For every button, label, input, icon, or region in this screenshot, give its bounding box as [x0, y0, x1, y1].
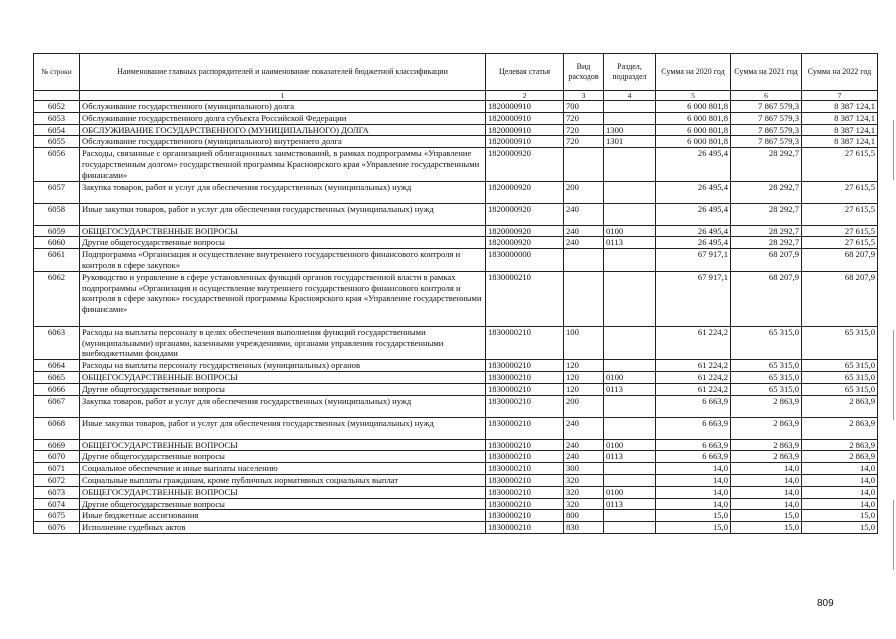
- table-row: [34, 101, 878, 113]
- sum-2020: 14,0: [656, 498, 731, 510]
- row-number: 6069: [34, 439, 80, 451]
- row-name: ОБСЛУЖИВАНИЕ ГОСУДАРСТВЕННОГО (МУНИЦИПАЛЬНОГО) ДОЛГА: [80, 124, 486, 136]
- table-row: [34, 181, 878, 203]
- table-row: [34, 510, 878, 522]
- sum-2021: 28 292,7: [731, 225, 802, 237]
- row-number: 6055: [34, 136, 80, 148]
- table-row: [34, 498, 878, 510]
- sum-2022: 27 615,5: [802, 225, 878, 237]
- sum-2022: 8 387 124,1: [802, 112, 878, 124]
- row-name: Закупка товаров, работ и услуг для обеспечения государственных (муниципальных) нужд: [80, 395, 486, 417]
- target-article: 1830000210: [486, 360, 564, 372]
- expense-type: [564, 249, 604, 272]
- sum-2020: 15,0: [656, 522, 731, 534]
- table-row: [34, 124, 878, 136]
- table-row: [34, 451, 878, 463]
- target-article: 1820000910: [486, 124, 564, 136]
- target-article: 1820000910: [486, 112, 564, 124]
- section-code: [604, 112, 656, 124]
- sum-2020: 14,0: [656, 474, 731, 486]
- row-number: 6052: [34, 101, 80, 113]
- sum-2021: 68 207,9: [731, 249, 802, 272]
- header-target-article: Целевая статья: [486, 54, 564, 91]
- target-article: 1820000910: [486, 136, 564, 148]
- section-code: [604, 249, 656, 272]
- expense-type: 100: [564, 326, 604, 359]
- section-code: [604, 417, 656, 439]
- target-article: 1830000210: [486, 383, 564, 395]
- section-code: [604, 474, 656, 486]
- sum-2020: 6 663,9: [656, 451, 731, 463]
- sum-2022: 65 315,0: [802, 326, 878, 359]
- sum-2021: 65 315,0: [731, 383, 802, 395]
- section-code: 0100: [604, 486, 656, 498]
- column-number: [34, 91, 80, 101]
- header-row-number: № строки: [34, 54, 80, 91]
- target-article: 1830000210: [486, 326, 564, 359]
- sum-2021: 2 863,9: [731, 439, 802, 451]
- row-name: Социальное обеспечение и иные выплаты населению: [80, 463, 486, 475]
- sum-2022: 65 315,0: [802, 371, 878, 383]
- sum-2020: 6 663,9: [656, 439, 731, 451]
- section-code: [604, 101, 656, 113]
- row-number: 6074: [34, 498, 80, 510]
- table-row: [34, 271, 878, 326]
- target-article: 1830000210: [486, 371, 564, 383]
- target-article: 1830000210: [486, 395, 564, 417]
- sum-2020: 26 495,4: [656, 225, 731, 237]
- sum-2021: 2 863,9: [731, 395, 802, 417]
- target-article: 1830000210: [486, 271, 564, 326]
- table-row: [34, 360, 878, 372]
- row-name: Закупка товаров, работ и услуг для обеспечения государственных (муниципальных) нужд: [80, 181, 486, 203]
- sum-2022: 14,0: [802, 486, 878, 498]
- sum-2021: 2 863,9: [731, 451, 802, 463]
- table-row: [34, 326, 878, 359]
- row-name: Социальные выплаты гражданам, кроме публичных нормативных социальных выплат: [80, 474, 486, 486]
- expense-type: 320: [564, 498, 604, 510]
- section-code: [604, 522, 656, 534]
- sum-2021: 68 207,9: [731, 271, 802, 326]
- row-name: Другие общегосударственные вопросы: [80, 383, 486, 395]
- section-code: [604, 510, 656, 522]
- sum-2020: 61 224,2: [656, 360, 731, 372]
- section-code: [604, 181, 656, 203]
- target-article: 1820000920: [486, 203, 564, 225]
- row-number: 6065: [34, 371, 80, 383]
- section-code: 0100: [604, 371, 656, 383]
- sum-2021: 65 315,0: [731, 371, 802, 383]
- row-name: Расходы, связанные с организацией облигационных заимствований, в рамках подпрограммы «Управление государственным долгом» государственной программы Красноярского края «Управление государственными финансами»: [80, 148, 486, 181]
- target-article: 1830000210: [486, 463, 564, 475]
- table-row: [34, 112, 878, 124]
- sum-2022: 27 615,5: [802, 237, 878, 249]
- sum-2020: 14,0: [656, 486, 731, 498]
- sum-2020: 6 000 801,8: [656, 136, 731, 148]
- sum-2022: 27 615,5: [802, 181, 878, 203]
- sum-2022: 14,0: [802, 474, 878, 486]
- table-row: [34, 148, 878, 181]
- row-number: 6064: [34, 360, 80, 372]
- sum-2022: 2 863,9: [802, 451, 878, 463]
- table-row: [34, 474, 878, 486]
- row-name: ОБЩЕГОСУДАРСТВЕННЫЕ ВОПРОСЫ: [80, 371, 486, 383]
- sum-2021: 65 315,0: [731, 326, 802, 359]
- row-name: Иные закупки товаров, работ и услуг для обеспечения государственных (муниципальных) нужд: [80, 203, 486, 225]
- sum-2020: 67 917,1: [656, 271, 731, 326]
- row-number: 6061: [34, 249, 80, 272]
- section-code: [604, 395, 656, 417]
- expense-type: 240: [564, 451, 604, 463]
- table-row: [34, 225, 878, 237]
- sum-2021: 28 292,7: [731, 148, 802, 181]
- table-row: [34, 237, 878, 249]
- section-code: 0113: [604, 451, 656, 463]
- sum-2020: 26 495,4: [656, 203, 731, 225]
- table-row: [34, 136, 878, 148]
- row-name: ОБЩЕГОСУДАРСТВЕННЫЕ ВОПРОСЫ: [80, 439, 486, 451]
- section-code: 0100: [604, 225, 656, 237]
- table-row: [34, 439, 878, 451]
- expense-type: 240: [564, 417, 604, 439]
- target-article: 1830000210: [486, 486, 564, 498]
- column-number: 5: [656, 91, 731, 101]
- row-name: Расходы на выплаты персоналу в целях обеспечения выполнения функций государственными (муниципальными) органами, казенными учреждениями, органами управления государственными внебюджетными фондами: [80, 326, 486, 359]
- row-name: Исполнение судебных актов: [80, 522, 486, 534]
- budget-table: [33, 53, 878, 534]
- row-number: 6072: [34, 474, 80, 486]
- header-name: Наименование главных распорядителей и наименование показателей бюджетной классификации: [80, 54, 486, 91]
- row-name: Подпрограмма «Организация и осуществление внутреннего государственного финансового контроля и контроля в сфере закупок»: [80, 249, 486, 272]
- table-row: [34, 203, 878, 225]
- row-number: 6071: [34, 463, 80, 475]
- row-name: Другие общегосударственные вопросы: [80, 498, 486, 510]
- sum-2021: 28 292,7: [731, 203, 802, 225]
- section-code: 0113: [604, 498, 656, 510]
- sum-2022: 68 207,9: [802, 271, 878, 326]
- header-row: [34, 54, 878, 91]
- column-number: 4: [604, 91, 656, 101]
- table-row: [34, 371, 878, 383]
- table-row: [34, 417, 878, 439]
- sum-2021: 14,0: [731, 463, 802, 475]
- row-name: Руководство и управление в сфере установленных функций органов государственной власти в рамках подпрограммы «Организация и осуществление внутреннего государственного финансового контроля и контроля в сфере закупок» государственной программы Красноярского края «Управление государственными финансами»: [80, 271, 486, 326]
- sum-2020: 14,0: [656, 463, 731, 475]
- expense-type: [564, 271, 604, 326]
- row-number: 6075: [34, 510, 80, 522]
- sum-2020: 6 000 801,8: [656, 112, 731, 124]
- section-code: [604, 360, 656, 372]
- target-article: 1830000210: [486, 417, 564, 439]
- target-article: 1820000910: [486, 101, 564, 113]
- sum-2021: 7 867 579,3: [731, 112, 802, 124]
- row-name: Иные бюджетные ассигнования: [80, 510, 486, 522]
- sum-2022: 27 615,5: [802, 148, 878, 181]
- header-sum-2021: Сумма на 2021 год: [731, 54, 802, 91]
- row-name: Расходы на выплаты персоналу государственных (муниципальных) органов: [80, 360, 486, 372]
- sum-2020: 6 663,9: [656, 395, 731, 417]
- sum-2022: 14,0: [802, 498, 878, 510]
- row-number: 6058: [34, 203, 80, 225]
- expense-type: 700: [564, 101, 604, 113]
- expense-type: 720: [564, 124, 604, 136]
- row-number: 6067: [34, 395, 80, 417]
- table-row: [34, 383, 878, 395]
- row-number: 6057: [34, 181, 80, 203]
- sum-2021: 14,0: [731, 474, 802, 486]
- scan-edge-mark: [893, 330, 894, 420]
- expense-type: 720: [564, 136, 604, 148]
- sum-2021: 28 292,7: [731, 237, 802, 249]
- table-row: [34, 395, 878, 417]
- table-row: [34, 522, 878, 534]
- row-number: 6059: [34, 225, 80, 237]
- header-sum-2020: Сумма на 2020 год: [656, 54, 731, 91]
- sum-2020: 26 495,4: [656, 148, 731, 181]
- sum-2021: 15,0: [731, 510, 802, 522]
- header-sum-2022: Сумма на 2022 год: [802, 54, 878, 91]
- table-row: [34, 486, 878, 498]
- section-code: [604, 271, 656, 326]
- target-article: 1820000920: [486, 148, 564, 181]
- table-body: [34, 101, 878, 534]
- section-code: 0100: [604, 439, 656, 451]
- sum-2021: 7 867 579,3: [731, 101, 802, 113]
- sum-2022: 65 315,0: [802, 383, 878, 395]
- row-name: ОБЩЕГОСУДАРСТВЕННЫЕ ВОПРОСЫ: [80, 486, 486, 498]
- scan-edge-mark: [893, 120, 894, 180]
- expense-type: 240: [564, 439, 604, 451]
- section-code: [604, 326, 656, 359]
- row-number: 6070: [34, 451, 80, 463]
- row-number: 6062: [34, 271, 80, 326]
- sum-2020: 61 224,2: [656, 326, 731, 359]
- section-code: 0113: [604, 237, 656, 249]
- expense-type: 320: [564, 474, 604, 486]
- row-number: 6066: [34, 383, 80, 395]
- row-number: 6053: [34, 112, 80, 124]
- column-number: 2: [486, 91, 564, 101]
- expense-type: 200: [564, 181, 604, 203]
- target-article: 1830000210: [486, 439, 564, 451]
- sum-2022: 2 863,9: [802, 417, 878, 439]
- sum-2022: 65 315,0: [802, 360, 878, 372]
- sum-2021: 7 867 579,3: [731, 136, 802, 148]
- expense-type: 240: [564, 203, 604, 225]
- target-article: 1830000210: [486, 522, 564, 534]
- table-row: [34, 463, 878, 475]
- expense-type: 240: [564, 225, 604, 237]
- sum-2022: 2 863,9: [802, 395, 878, 417]
- row-name: Другие общегосударственные вопросы: [80, 237, 486, 249]
- target-article: 1820000920: [486, 225, 564, 237]
- sum-2020: 61 224,2: [656, 383, 731, 395]
- row-number: 6073: [34, 486, 80, 498]
- target-article: 1830000000: [486, 249, 564, 272]
- expense-type: 200: [564, 395, 604, 417]
- target-article: 1820000920: [486, 181, 564, 203]
- section-code: 1301: [604, 136, 656, 148]
- sum-2022: 8 387 124,1: [802, 101, 878, 113]
- sum-2020: 61 224,2: [656, 371, 731, 383]
- sum-2020: 26 495,4: [656, 237, 731, 249]
- row-number: 6063: [34, 326, 80, 359]
- expense-type: 830: [564, 522, 604, 534]
- column-number-row: [34, 91, 878, 101]
- sum-2022: 8 387 124,1: [802, 124, 878, 136]
- target-article: 1820000920: [486, 237, 564, 249]
- row-number: 6076: [34, 522, 80, 534]
- expense-type: 120: [564, 371, 604, 383]
- sum-2020: 67 917,1: [656, 249, 731, 272]
- sum-2022: 15,0: [802, 510, 878, 522]
- section-code: [604, 203, 656, 225]
- column-number: 1: [80, 91, 486, 101]
- sum-2021: 65 315,0: [731, 360, 802, 372]
- column-number: 6: [731, 91, 802, 101]
- sum-2022: 8 387 124,1: [802, 136, 878, 148]
- column-number: 3: [564, 91, 604, 101]
- sum-2022: 27 615,5: [802, 203, 878, 225]
- table-row: [34, 249, 878, 272]
- expense-type: 120: [564, 383, 604, 395]
- row-number: 6054: [34, 124, 80, 136]
- row-name: ОБЩЕГОСУДАРСТВЕННЫЕ ВОПРОСЫ: [80, 225, 486, 237]
- sum-2022: 68 207,9: [802, 249, 878, 272]
- sum-2021: 14,0: [731, 498, 802, 510]
- row-number: 6060: [34, 237, 80, 249]
- row-number: 6068: [34, 417, 80, 439]
- expense-type: 120: [564, 360, 604, 372]
- row-number: 6056: [34, 148, 80, 181]
- section-code: 1300: [604, 124, 656, 136]
- sum-2020: 6 663,9: [656, 417, 731, 439]
- sum-2021: 15,0: [731, 522, 802, 534]
- sum-2021: 14,0: [731, 486, 802, 498]
- header-expense-type: Вид расходов: [564, 54, 604, 91]
- expense-type: 300: [564, 463, 604, 475]
- section-code: 0113: [604, 383, 656, 395]
- section-code: [604, 463, 656, 475]
- sum-2020: 6 000 801,8: [656, 124, 731, 136]
- table-header: [34, 54, 878, 101]
- row-name: Обслуживание государственного долга субъекта Российской Федерации: [80, 112, 486, 124]
- expense-type: 800: [564, 510, 604, 522]
- sum-2021: 2 863,9: [731, 417, 802, 439]
- page-number: 809: [817, 598, 834, 609]
- sum-2021: 7 867 579,3: [731, 124, 802, 136]
- sum-2020: 15,0: [656, 510, 731, 522]
- target-article: 1830000210: [486, 510, 564, 522]
- expense-type: 720: [564, 112, 604, 124]
- row-name: Обслуживание государственного (муниципального) внутреннего долга: [80, 136, 486, 148]
- column-number: 7: [802, 91, 878, 101]
- target-article: 1830000210: [486, 451, 564, 463]
- target-article: 1830000210: [486, 474, 564, 486]
- row-name: Другие общегосударственные вопросы: [80, 451, 486, 463]
- sum-2022: 14,0: [802, 463, 878, 475]
- expense-type: 320: [564, 486, 604, 498]
- expense-type: [564, 148, 604, 181]
- sum-2022: 15,0: [802, 522, 878, 534]
- row-name: Обслуживание государственного (муниципального) долга: [80, 101, 486, 113]
- sum-2020: 26 495,4: [656, 181, 731, 203]
- header-section: Раздел, подраздел: [604, 54, 656, 91]
- sum-2021: 28 292,7: [731, 181, 802, 203]
- sum-2020: 6 000 801,8: [656, 101, 731, 113]
- expense-type: 240: [564, 237, 604, 249]
- section-code: [604, 148, 656, 181]
- row-name: Иные закупки товаров, работ и услуг для обеспечения государственных (муниципальных) нужд: [80, 417, 486, 439]
- target-article: 1830000210: [486, 498, 564, 510]
- sum-2022: 2 863,9: [802, 439, 878, 451]
- scan-edge-mark: [893, 500, 894, 570]
